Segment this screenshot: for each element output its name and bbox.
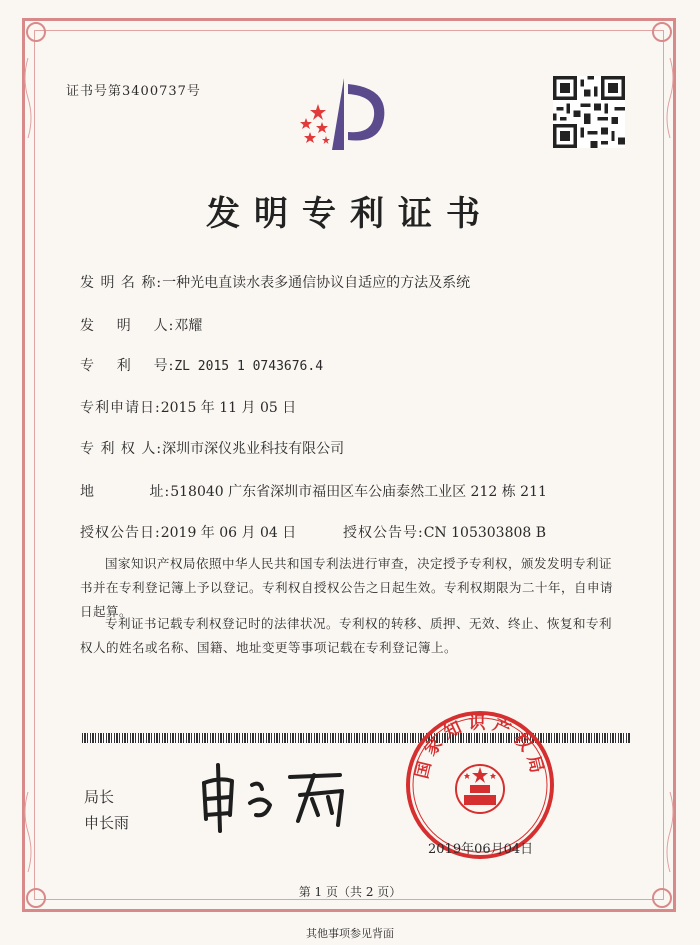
footer-note: 其他事项参见背面	[306, 927, 394, 940]
page-indicator: 第 1 页（共 2 页）	[298, 885, 402, 899]
certificate-number: 证书号第3400737号	[66, 84, 201, 99]
invention-name: 一种光电直读水表多通信协议自适应的方法及系统	[162, 275, 471, 291]
address-row	[80, 481, 640, 501]
patent-number-label: 专 利 号:	[80, 358, 175, 374]
inventor: 邓耀	[174, 318, 203, 334]
director-name: 申长雨	[84, 814, 130, 832]
grant-statement-paragraph: 国家知识产权局依照中华人民共和国专利法进行审查，决定授予专利权，颁发发明专利证书并在专利登记簿上予以登记。专利权自授权公告之日起生效。专利权期限为二十年，自申请日起算。	[80, 556, 614, 619]
address: 518040 广东省深圳市福田区车公庙泰然工业区 212 栋 211	[170, 484, 547, 500]
qr-code-icon	[553, 76, 625, 148]
patentee-row	[80, 438, 640, 458]
inventor-label: 发 明 人:	[80, 318, 175, 334]
inventor-row	[80, 315, 640, 335]
director-signature	[190, 755, 360, 835]
director-title: 局长	[84, 788, 115, 806]
grant-date-label: 授权公告日:	[80, 525, 161, 541]
filing-date-row	[80, 397, 640, 417]
filing-date-label: 专利申请日:	[80, 400, 161, 416]
address-label: 地 址:	[80, 484, 171, 500]
national-emblem-icon	[456, 765, 504, 813]
patent-number-row	[80, 355, 640, 375]
grant-number-row	[343, 522, 546, 542]
grant-number-label: 授权公告号:	[343, 525, 424, 541]
patentee-label: 专 利 权 人:	[80, 441, 163, 457]
cnipa-logo-icon	[292, 74, 396, 154]
invention-name-row	[80, 272, 640, 292]
grant-number: CN 105303808 B	[423, 525, 547, 541]
invention-name-label: 发 明 名 称:	[80, 275, 163, 291]
filing-date: 2015 年 11 月 05 日	[160, 400, 297, 416]
patentee: 深圳市深仪兆业科技有限公司	[162, 441, 345, 457]
patent-number: ZL 2015 1 0743676.4	[174, 359, 324, 374]
seal-date: 2019年06月04日	[428, 842, 534, 857]
certificate-title: 发明专利证书	[206, 194, 494, 234]
seal-text: 国家知识产权局	[412, 713, 548, 781]
grant-date: 2019 年 06 月 04 日	[160, 525, 297, 541]
legal-status-paragraph: 专利证书记载专利权登记时的法律状况。专利权的转移、质押、无效、终止、恢复和专利权人的姓名或名称、国籍、地址变更等事项记载在专利登记簿上。	[80, 616, 613, 655]
